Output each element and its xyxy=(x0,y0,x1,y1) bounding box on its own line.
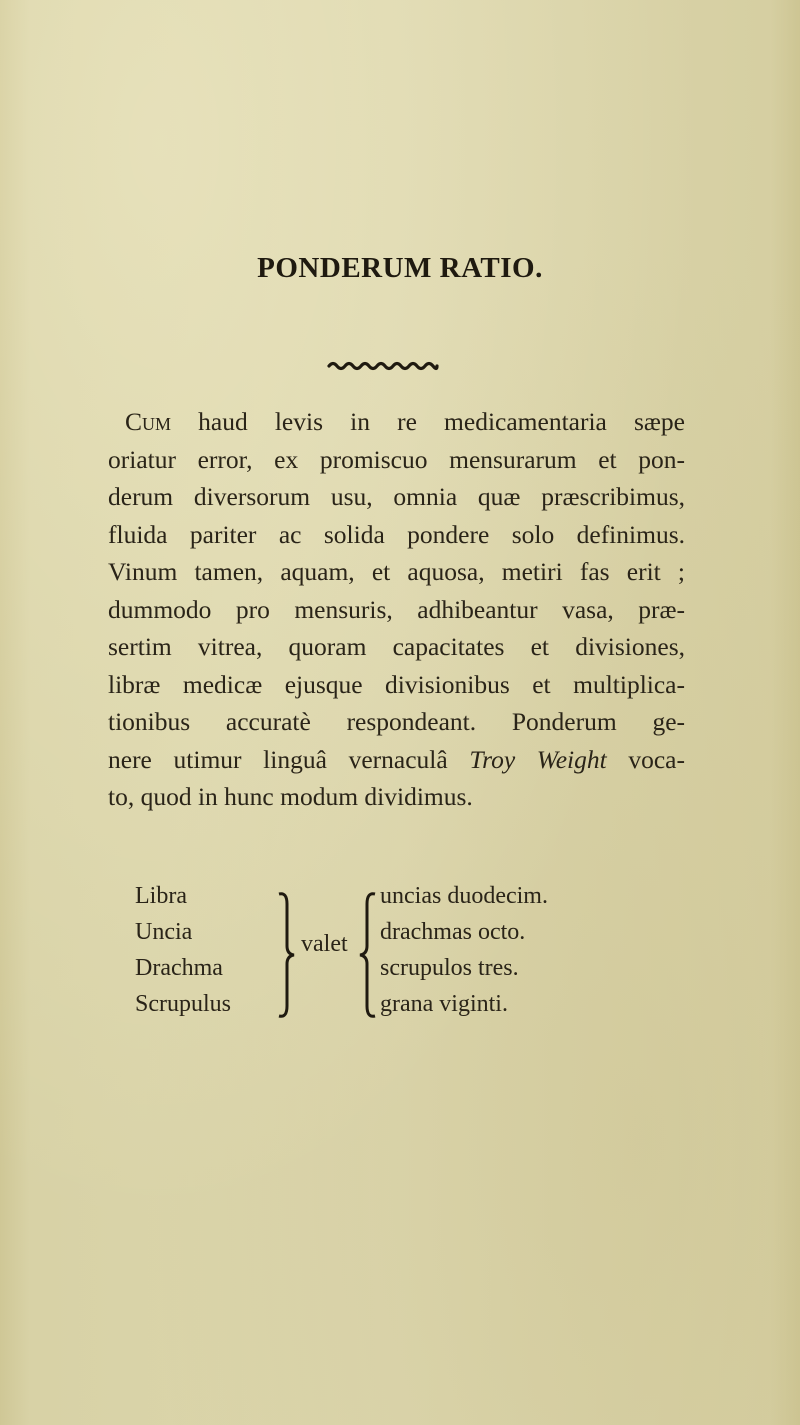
unit-scrupulus: Scrupulus xyxy=(135,991,231,1017)
paragraph-line: nere utimur linguâ vernaculâ Troy Weight voca- xyxy=(108,744,685,774)
unit-uncia: Uncia xyxy=(135,919,193,945)
paragraph-line: tionibus accuratè respondeant. Ponderum ge- xyxy=(108,707,685,736)
paragraph-line: Vinum tamen, aquam, et aquosa, metiri fas erit ; xyxy=(108,557,685,586)
paragraph-line: oriatur error, ex promiscuo mensurarum et pon- xyxy=(108,444,685,474)
paragraph-line: to, quod in hunc modum dividimus. xyxy=(108,782,473,811)
value-scrupulus: grana viginti. xyxy=(380,991,508,1017)
right-curly-brace-icon xyxy=(277,890,297,1020)
value-drachma: scrupulos tres. xyxy=(380,955,519,981)
unit-libra: Libra xyxy=(135,883,187,909)
left-curly-brace-icon xyxy=(357,890,377,1020)
page-title: PONDERUM RATIO. xyxy=(257,252,543,284)
weights-table xyxy=(135,878,695,1028)
value-libra: uncias duodecim. xyxy=(380,883,548,909)
value-uncia: drachmas octo. xyxy=(380,919,526,945)
value-column xyxy=(380,878,548,1022)
paragraph-line: derum diversorum usu, omnia quæ præscribimus, xyxy=(108,482,685,511)
paragraph-line: Cum haud levis in re medicamentaria sæpe xyxy=(125,407,685,436)
body-paragraph xyxy=(108,403,685,816)
drop-word: Cum xyxy=(125,407,172,436)
wavy-rule-ornament-icon xyxy=(327,360,439,372)
paragraph-line: fluida pariter ac solida pondere solo definimus. xyxy=(108,519,685,549)
paragraph-line: sertim vitrea, quoram capacitates et divisiones, xyxy=(108,632,685,661)
unit-column xyxy=(135,878,231,1022)
valet-label: valet xyxy=(301,931,348,957)
unit-drachma: Drachma xyxy=(135,955,223,981)
paragraph-line: libræ medicæ ejusque divisionibus et multiplica- xyxy=(108,669,685,699)
troy-weight-term: Troy Weight xyxy=(469,744,607,774)
paragraph-line: dummodo pro mensuris, adhibeantur vasa, præ- xyxy=(108,594,685,624)
